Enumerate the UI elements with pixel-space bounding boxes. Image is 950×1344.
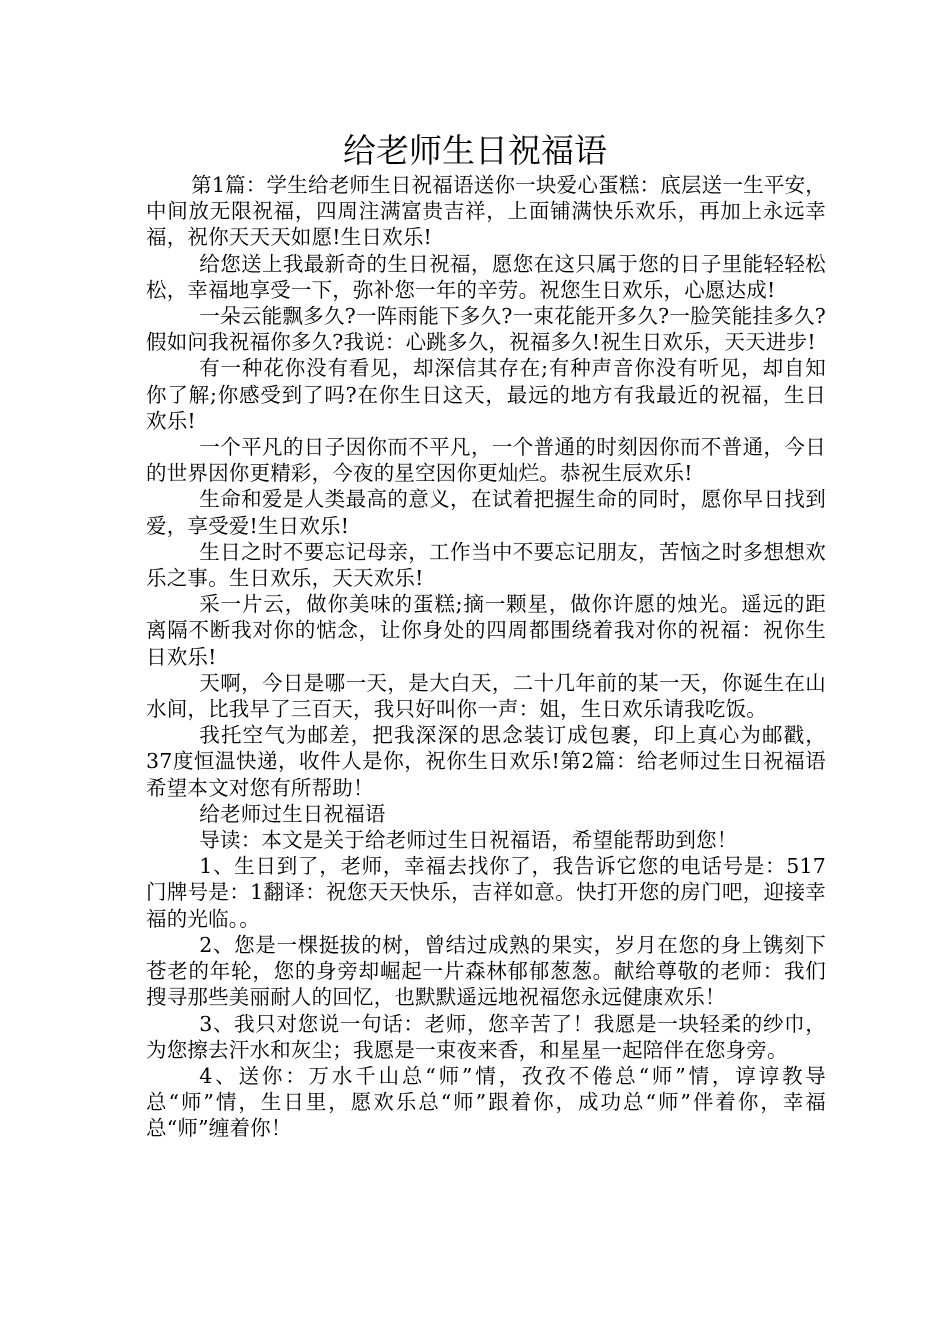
paragraph-7: 生日之时不要忘记母亲，工作当中不要忘记朋友，苦恼之时多想想欢乐之事。生日欢乐，天天欢乐! [146,539,826,591]
paragraph-4: 有一种花你没有看见，却深信其存在;有种声音你没有听见，却自知你了解;你感受到了吗?在你生日这天，最远的地方有我最近的祝福，生日欢乐! [146,356,826,433]
paragraph-9: 天啊，今日是哪一天，是大白天，二十几年前的某一天，你诞生在山水间，比我早了三百天，我只好叫你一声：姐，生日欢乐请我吃饭。 [146,670,826,722]
paragraph-1: 第1篇：学生给老师生日祝福语送你一块爱心蛋糕：底层送一生平安，中间放无限祝福，四周注满富贵吉祥，上面铺满快乐欢乐，再加上永远幸福，祝你天天天如愿!生日欢乐! [146,173,826,250]
list-item-1: 1、生日到了，老师，幸福去找你了，我告诉它您的电话号是：517门牌号是：1翻译：祝您天天快乐，吉祥如意。快打开您的房门吧，迎接幸福的光临。。 [146,854,826,931]
document-title: 给老师生日祝福语 [343,131,607,170]
section-heading: 给老师过生日祝福语 [199,801,386,826]
list-item-3: 3、我只对您说一句话：老师，您辛苦了！我愿是一块轻柔的纱巾，为您擦去汗水和灰尘；我愿是一束夜来香，和星星一起陪伴在您身旁。 [146,1011,826,1062]
paragraph-3: 一朵云能飘多久?一阵雨能下多久?一束花能开多久?一脸笑能挂多久?假如问我祝福你多久?我说：心跳多久，祝福多久!祝生日欢乐，天天进步! [146,304,826,355]
list-item-2: 2、您是一棵挺拔的树，曾结过成熟的果实，岁月在您的身上镌刻下苍老的年轮，您的身旁却崛起一片森林郁郁葱葱。献给尊敬的老师：我们搜寻那些美丽耐人的回忆，也默默遥远地祝福您永远健康欢乐！ [146,932,826,1010]
document-body [146,172,826,1142]
paragraph-2: 给您送上我最新奇的生日祝福，愿您在这只属于您的日子里能轻轻松松，幸福地享受一下，弥补您一年的辛劳。祝您生日欢乐，心愿达成! [146,251,826,302]
intro-paragraph: 导读：本文是关于给老师过生日祝福语，希望能帮助到您！ [199,828,738,853]
paragraph-10: 我托空气为邮差，把我深深的思念装订成包裹，印上真心为邮戳，37度恒温快递，收件人是你，祝你生日欢乐!第2篇：给老师过生日祝福语希望本文对您有所帮助！ [146,723,826,800]
paragraph-6: 生命和爱是人类最高的意义，在试着把握生命的同时，愿你早日找到爱，享受爱!生日欢乐! [146,487,826,538]
paragraph-8: 采一片云，做你美味的蛋糕;摘一颗星，做你许愿的烛光。遥远的距离隔不断我对你的惦念，让你身处的四周都围绕着我对你的祝福：祝你生日欢乐! [146,592,826,669]
paragraph-5: 一个平凡的日子因你而不平凡，一个普通的时刻因你而不普通，今日的世界因你更精彩，今夜的星空因你更灿烂。恭祝生辰欢乐! [146,435,826,486]
list-item-4: 4、送你：万水千山总“师”情，孜孜不倦总“师”情，谆谆教导总“师”情，生日里，愿欢乐总“师”跟着你，成功总“师”伴着你，幸福总“师”缠着你！ [146,1063,826,1141]
